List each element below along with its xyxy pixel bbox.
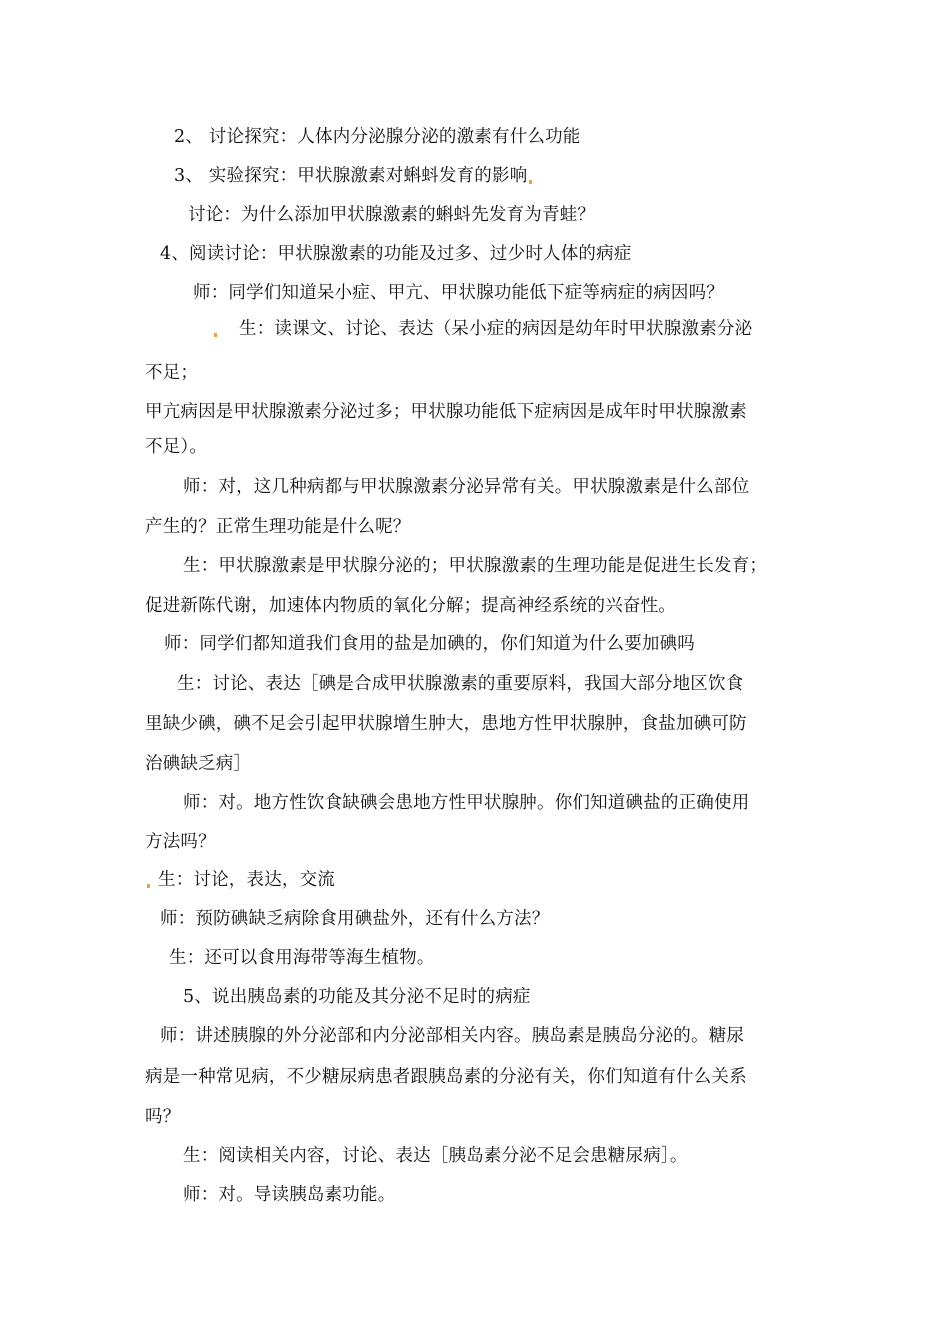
line-1: 2、 讨论探究：人体内分泌腺分泌的激素有什么功能 <box>174 127 581 147</box>
line-11: 产生的？正常生理功能是什么呢？ <box>145 517 411 537</box>
mark-dot <box>214 333 217 337</box>
line-28: 师：对。导读胰岛素功能。 <box>183 1185 396 1205</box>
line-5: 师：同学们知道呆小症、甲亢、甲状腺功能低下症等病症的病因吗？ <box>193 283 724 303</box>
line-22: 生：还可以食用海带等海生植物。 <box>169 948 435 968</box>
line-8: 甲亢病因是甲状腺激素分泌过多；甲状腺功能低下症病因是成年时甲状腺激素 <box>145 402 747 422</box>
line-16: 里缺少碘，碘不足会引起甲状腺增生肿大，患地方性甲状腺肿，食盐加碘可防 <box>145 714 747 734</box>
line-17: 治碘缺乏病］ <box>145 754 252 774</box>
line-26: 吗？ <box>145 1107 181 1127</box>
line-10: 师：对，这几种病都与甲状腺激素分泌异常有关。甲状腺激素是什么部位 <box>183 477 750 497</box>
line-19: 方法吗？ <box>145 832 216 852</box>
line-20-text: 生：讨论，表达，交流 <box>158 870 335 890</box>
line-18: 师：对。地方性饮食缺碘会患地方性甲状腺肿。你们知道碘盐的正确使用 <box>183 793 750 813</box>
line-23: 5、说出胰岛素的功能及其分泌不足时的病症 <box>183 987 531 1007</box>
line-21: 师：预防碘缺乏病除食用碘盐外，还有什么方法？ <box>160 909 550 929</box>
line-6 <box>212 318 752 340</box>
line-2-text: 3、 实验探究：甲状腺激素对蝌蚪发育的影响 <box>174 166 528 186</box>
mark-dot <box>529 180 532 184</box>
line-2 <box>174 165 534 187</box>
mark-dot <box>147 884 150 888</box>
line-4: 4、阅读讨论：甲状腺激素的功能及过多、过少时人体的病症 <box>160 244 632 264</box>
line-24: 师：讲述胰腺的外分泌部和内分泌部相关内容。胰岛素是胰岛分泌的。糖尿 <box>160 1026 745 1046</box>
line-27: 生：阅读相关内容，讨论、表达［胰岛素分泌不足会患糖尿病］。 <box>183 1146 688 1166</box>
line-14: 师：同学们都知道我们食用的盐是加碘的，你们知道为什么要加碘吗 <box>164 634 695 654</box>
line-12: 生：甲状腺激素是甲状腺分泌的；甲状腺激素的生理功能是促进生长发育； <box>183 556 768 576</box>
line-3: 讨论：为什么添加甲状腺激素的蝌蚪先发育为青蛙？ <box>188 205 596 225</box>
line-7: 不足； <box>145 363 199 383</box>
line-13: 促进新陈代谢，加速体内物质的氧化分解；提高神经系统的兴奋性。 <box>145 596 676 616</box>
line-15: 生：讨论、表达［碘是合成甲状腺激素的重要原料，我国大部分地区饮食 <box>177 674 744 694</box>
line-9: 不足）。 <box>145 437 208 457</box>
line-25: 病是一种常见病，不少糖尿病患者跟胰岛素的分泌有关，你们知道有什么关系 <box>145 1067 747 1087</box>
line-6-text: 生：读课文、讨论、表达（呆小症的病因是幼年时甲状腺激素分泌 <box>239 319 753 339</box>
line-20 <box>145 869 335 891</box>
